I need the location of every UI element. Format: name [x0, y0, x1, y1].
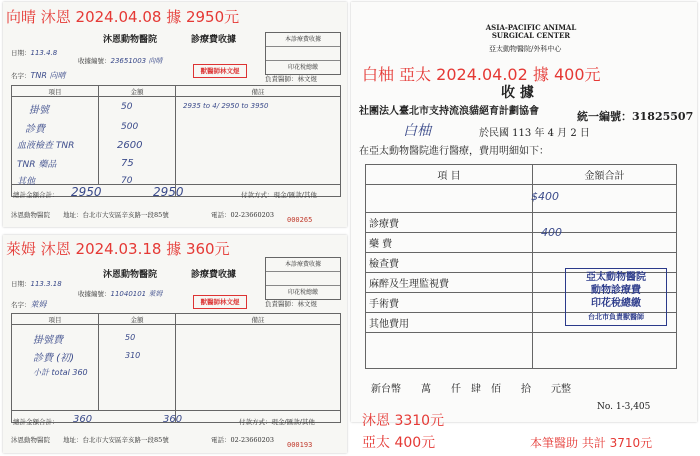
items-table: 項目 金額 備註 [11, 85, 341, 197]
yatai-tax-no: 31825507 [632, 110, 694, 123]
yatai-amount-2: 400 [541, 226, 562, 239]
clinic-footer-2: 沐恩動物醫院 [11, 436, 50, 444]
row-3: 檢查費 [366, 253, 533, 273]
item-name-5: 其他 [17, 177, 36, 187]
item-amount-1: 50 [121, 102, 133, 112]
row-4: 麻醉及生理監視費 [366, 273, 533, 293]
yatai-pet: 白柚 [403, 123, 431, 139]
yatai-stamp: 亞太動物醫院 動物診療費 印花稅總繳 台北市負責獸醫師 [565, 268, 667, 326]
vet-stamp: 獸醫師林文煜 [193, 64, 247, 78]
doc-title: 診療費收據 [191, 35, 237, 45]
caption-receipt1: 向晴 沐恩 2024.04.08 據 2950元 [6, 8, 240, 26]
summary-total: 本筆醫助 共計 3710元 [530, 436, 653, 450]
item-amount-2: 500 [121, 122, 139, 132]
remark-value: 2935 to 4/ 2950 to 3950 [183, 102, 269, 110]
payment-label: 付款方式：現金/匯款/其他 [241, 191, 317, 199]
caption-receipt2: 萊姆 沐恩 2024.03.18 據 360元 [6, 240, 230, 258]
row-2: 藥 費 [366, 233, 533, 253]
license-field: 收據編號：23651003 向晴 [78, 57, 163, 65]
yatai-table: 項 目 金額合計 診療費 藥 費 檢查費 麻醉及生理監視費 手術費 其他費用 [365, 164, 677, 369]
date-field-2: 日期：113.3.18 [11, 280, 62, 288]
total-value: 2950 [71, 185, 102, 199]
address-footer: 地址：台北市大安區辛亥路一段85號 [63, 211, 169, 219]
yatai-intro: 在亞太動物醫院進行醫療，費用明細如下： [359, 146, 549, 157]
phone-footer: 電話：02-23660203 [211, 211, 275, 219]
total-label: 總計金額合計： [13, 191, 59, 199]
pet-field-2: 名字：萊姆 [11, 300, 47, 309]
code-value-2: 11040101 萊姆 [110, 290, 163, 298]
items-table-2: 項目 金額 備註 [11, 313, 341, 423]
stamp-box: 本診療費收據 印花稅總繳 [265, 32, 341, 75]
date-value: 113.4.8 [30, 49, 58, 57]
summary-line1: 沐恩 3310元 [362, 413, 445, 429]
license-field-2: 收據編號：11040101 萊姆 [78, 290, 163, 298]
item-amount-5: 70 [121, 176, 133, 186]
row-5: 手術費 [366, 293, 533, 313]
owner-label: 負責醫師：林文煜 [265, 75, 317, 83]
summary-line2: 亞太 400元 [362, 435, 436, 451]
serial-number: 000265 [287, 216, 313, 224]
date-value-2: 113.3.18 [30, 280, 62, 288]
yatai-amount-1: $400 [531, 190, 559, 203]
clinic-name-2: 沐恩動物醫院 [103, 270, 158, 280]
clinic-name: 沐恩動物醫院 [103, 35, 158, 45]
item-name-3: 血液檢查 TNR [17, 141, 75, 151]
receipt-muen-1 [3, 2, 347, 227]
item-amount-4: 75 [121, 158, 134, 169]
row-1: 診療費 [366, 213, 533, 233]
yatai-ntd: 新台幣 萬 仟 肆 佰 拾 元整 [371, 384, 571, 395]
yatai-header-zh: 亞太動物醫院/外科中心 [489, 45, 562, 53]
receipt-muen-2 [3, 235, 347, 453]
item-name-1: 掛號 [29, 105, 49, 116]
item2-name-2: 診費 (初) [33, 353, 74, 364]
item-name-2: 診費 [25, 124, 45, 135]
caption-receipt3: 白柚 亞太 2024.04.02 據 400元 [362, 65, 601, 84]
yatai-date: 於民國 113 年 4 月 2 日 [479, 128, 590, 139]
item2-amount-1: 50 [125, 333, 136, 342]
owner-label-2: 負責醫師：林文煜 [265, 300, 317, 308]
serial-number-2: 000193 [287, 441, 313, 449]
phone-footer-2: 電話：02-23660203 [211, 436, 275, 444]
code-value: 23651003 向晴 [110, 57, 163, 65]
payment-label-2: 付款方式：現金/匯款/其他 [239, 418, 315, 426]
date-field: 日期：113.4.8 [11, 49, 58, 57]
stamp-box-2: 本診療費收據 印花稅總繳 [265, 257, 341, 300]
item2-amount-2: 310 [125, 351, 141, 360]
address-footer-2: 地址：台北市大安區辛亥路一段85號 [63, 436, 169, 444]
item-amount-3: 2600 [117, 140, 143, 151]
total-value-2: 2950 [153, 185, 184, 199]
pet-field: 名字：TNR 向晴 [11, 71, 66, 80]
vet-stamp-2: 獸醫師林文煜 [193, 295, 247, 309]
clinic-footer: 沐恩動物醫院 [11, 211, 50, 219]
item2-name-1: 掛號費 [33, 335, 63, 346]
yatai-title: 收 據 [501, 85, 534, 101]
item-name-4: TNR 藥品 [17, 160, 57, 170]
doc-title-2: 診療費收據 [191, 270, 237, 280]
item2-name-3: 小計 total 360 [33, 368, 88, 377]
yatai-org: 社團法人臺北市支持流浪貓絕育計劃協會 [359, 106, 539, 117]
yatai-tax: 統一編號：31825507 [577, 110, 694, 123]
total2-value: 360 [73, 414, 93, 425]
row-6: 其他費用 [366, 313, 533, 333]
yatai-logo: ASIA-PACIFIC ANIMAL SURGICAL CENTER [485, 23, 577, 40]
pet-value: TNR 向晴 [30, 71, 66, 80]
pet-value-2: 萊姆 [30, 300, 47, 309]
total-label-2: 總計金額合計： [13, 418, 59, 426]
yatai-serial: No. 1-3,405 [597, 402, 651, 412]
total2-value-2: 360 [163, 414, 183, 425]
